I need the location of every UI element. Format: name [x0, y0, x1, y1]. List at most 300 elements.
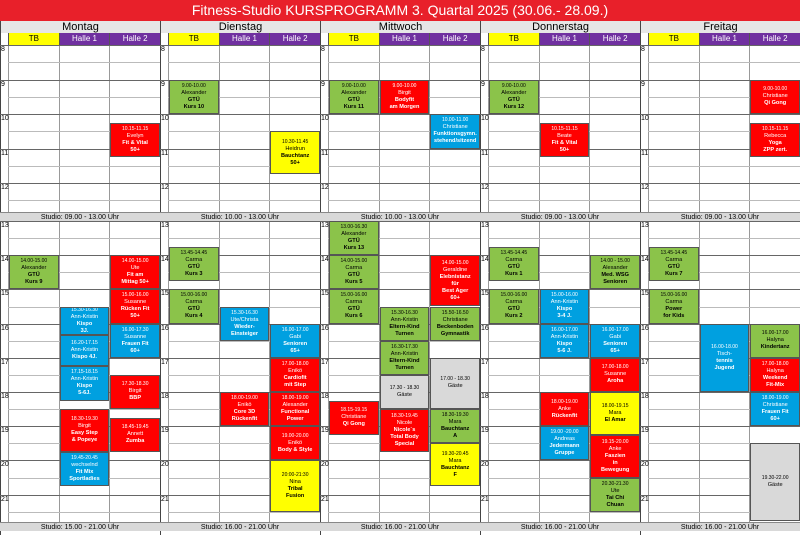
course-trainer: Gabi [609, 333, 622, 340]
hour-label: 14 [1, 256, 9, 264]
course-time: 17.15-18.15 [71, 369, 98, 376]
column-header-3-2: Halle 2 [589, 33, 640, 45]
course-block[interactable] [590, 358, 640, 392]
course-name: A [453, 433, 458, 440]
course-block[interactable] [540, 324, 590, 358]
course-time: 18.00-19.00 [281, 395, 309, 402]
course-time: 19.45-20.45 [71, 454, 98, 461]
hour-label: 20 [161, 461, 169, 469]
course-time: 16.00-17.00 [281, 326, 309, 333]
course-name: Bewegung [601, 466, 630, 473]
course-block[interactable] [110, 255, 160, 289]
course-trainer: Susanne [604, 371, 627, 378]
course-block[interactable] [430, 307, 480, 341]
hour-label: 21 [641, 495, 649, 503]
course-time: 9.00-10.00 [501, 82, 526, 89]
course-trainer: Carma [665, 256, 683, 263]
course-block[interactable] [329, 255, 379, 289]
half-hour-line [488, 166, 640, 167]
course-name: Eltern-Kind [389, 323, 420, 330]
half-hour-line [8, 166, 160, 167]
hour-line [320, 495, 480, 496]
course-trainer: Geraldine [443, 266, 468, 273]
course-name: Rückenfit [231, 416, 258, 423]
hour-label: 20 [481, 461, 489, 469]
hour-label: 15 [641, 290, 649, 298]
hour-label: 9 [321, 80, 325, 88]
hour-label: 9 [481, 80, 485, 88]
studio-hours-evening: Studio: 16.00 - 21.00 Uhr [320, 522, 480, 531]
half-hour-line [8, 512, 160, 513]
course-trainer: Alexander [21, 265, 47, 272]
course-trainer: Tisch- [716, 350, 732, 357]
course-name: Fit-Mix [766, 381, 785, 388]
course-name: Mittag 50+ [121, 279, 149, 286]
course-trainer: Birgit [398, 89, 411, 96]
course-time: 19.30-22.00 [761, 475, 789, 482]
course-name: Bauchtanz [441, 464, 470, 471]
hour-label: 12 [481, 184, 489, 191]
studio-hours-morning: Studio: 09.00 - 13.00 Uhr [480, 212, 640, 221]
course-name: Kurs 3 [185, 270, 203, 277]
course-time: 15.30-16.30 [391, 309, 418, 316]
course-block[interactable] [590, 324, 640, 358]
course-block[interactable] [329, 80, 379, 115]
hour-label: 11 [161, 149, 169, 157]
studio-hours-morning: Studio: 09.00 - 13.00 Uhr [640, 212, 800, 221]
course-trainer: Christiane [341, 414, 367, 421]
course-trainer: Alexander [602, 265, 628, 272]
course-block[interactable] [270, 460, 320, 511]
course-name: Fit am [126, 272, 144, 279]
course-trainer: Mara [608, 409, 622, 416]
course-block[interactable] [60, 307, 110, 335]
hour-label: 17 [161, 358, 169, 366]
course-block[interactable] [750, 324, 800, 358]
course-name: Weekend [762, 374, 788, 381]
course-block[interactable] [60, 409, 110, 452]
hour-label: 8 [641, 46, 645, 53]
course-time: 18.00-19.00 [231, 395, 258, 402]
course-block[interactable] [590, 435, 640, 478]
course-trainer: Carma [505, 256, 523, 263]
course-block[interactable] [169, 289, 219, 323]
day-divider [640, 21, 641, 535]
course-trainer: Ann-Kristin [70, 313, 99, 320]
course-block[interactable] [9, 255, 59, 289]
course-trainer: Carma [345, 265, 363, 272]
hour-label: 10 [641, 115, 649, 122]
course-name: GTÜ [347, 272, 360, 279]
course-time: 20:00-21:30 [281, 472, 309, 479]
hour-label: 10 [161, 115, 169, 122]
hour-label: 17 [641, 358, 649, 366]
studio-hours-morning: Studio: 09.00 - 13.00 Uhr [0, 212, 160, 221]
course-name: Qi Gong [342, 421, 365, 428]
course-name: 65+ [290, 347, 300, 354]
hour-label: 19 [161, 427, 169, 435]
course-time: 14.00-15.00 [121, 258, 149, 265]
hour-label: 14 [481, 256, 489, 264]
course-name: 3-4 J. [557, 313, 572, 320]
course-block[interactable] [110, 375, 160, 409]
day-divider [160, 21, 161, 535]
course-time: 16.00-17.00 [601, 326, 629, 333]
course-block[interactable] [540, 289, 590, 323]
course-trainer: Gäste [447, 383, 463, 390]
course-block[interactable] [270, 324, 320, 358]
course-time: 19.15-20.00 [601, 438, 629, 445]
hour-label: 13 [1, 222, 9, 229]
course-block[interactable] [270, 131, 320, 174]
column-header-1-0: TB [168, 33, 219, 45]
course-time: 18.15-19.15 [340, 407, 368, 414]
hour-label: 18 [481, 393, 489, 400]
course-block[interactable] [750, 358, 800, 392]
hour-label: 19 [321, 427, 329, 435]
course-block[interactable] [489, 247, 539, 281]
course-name: Rückenfit [551, 412, 578, 419]
course-trainer: Alexander [341, 231, 367, 238]
course-trainer: Annett [127, 431, 144, 438]
course-name: GTÜ [27, 272, 40, 279]
hour-label: 18 [161, 393, 169, 400]
course-block[interactable] [220, 392, 270, 426]
course-name: stehend/sitzend [434, 138, 477, 145]
course-name: Kispo [76, 383, 93, 390]
hour-label: 12 [641, 184, 649, 191]
course-name: Frauen Fit [761, 409, 789, 416]
course-trainer: Enikö [288, 439, 303, 446]
course-time: 14.00-15.00 [441, 259, 469, 266]
course-name: Senioren [283, 340, 308, 347]
course-block[interactable] [380, 375, 430, 409]
course-name: Sportladies [69, 475, 100, 482]
course-time: 13.00-16.30 [340, 224, 368, 231]
course-block[interactable] [110, 418, 160, 452]
course-name: Bauchtanz [441, 426, 470, 433]
course-trainer: Anke [608, 445, 622, 452]
course-block[interactable] [430, 255, 480, 306]
hour-line [160, 114, 320, 115]
course-time: 10.15-11.15 [551, 125, 578, 132]
course-block[interactable] [60, 366, 110, 400]
hour-label: 19 [641, 427, 649, 435]
course-block[interactable] [649, 247, 699, 281]
course-name: GTÜ [187, 306, 200, 313]
course-trainer: Birgit [128, 388, 142, 395]
course-time: 14.00-15.00 [340, 258, 368, 265]
studio-hours-morning: Studio: 10.00 - 13.00 Uhr [160, 212, 320, 221]
course-trainer: Enikö [237, 402, 252, 409]
course-trainer: Alexander [501, 89, 527, 96]
course-name: ZPP zert. [763, 146, 788, 153]
course-block[interactable] [430, 358, 480, 409]
hour-label: 9 [641, 80, 645, 88]
course-block[interactable] [590, 392, 640, 435]
column-header-0-0: TB [8, 33, 59, 45]
day-header-0: Montag [0, 21, 160, 33]
course-block[interactable] [270, 358, 320, 392]
course-name: 3J. [80, 327, 89, 334]
hour-label: 8 [1, 46, 5, 53]
course-block[interactable] [329, 221, 379, 255]
course-time: 19.00 -20.00 [550, 429, 579, 436]
course-name: Tribal [287, 486, 303, 493]
course-block[interactable] [270, 426, 320, 460]
hour-line [640, 183, 800, 184]
course-name: Kurs 11 [343, 103, 364, 110]
course-time: 17.30-18.30 [121, 381, 149, 388]
course-block[interactable] [169, 247, 219, 281]
course-block[interactable] [750, 80, 800, 115]
course-name: Nicole`s [393, 426, 416, 433]
course-trainer: Andreas [554, 436, 575, 443]
course-name: Senioren [603, 279, 628, 286]
course-block[interactable] [750, 392, 800, 426]
hour-label: 12 [1, 184, 9, 191]
hour-label: 8 [161, 46, 165, 53]
course-block[interactable] [750, 443, 800, 521]
course-trainer: Carma [505, 299, 523, 306]
studio-hours-evening: Studio: 16.00 - 21.00 Uhr [640, 522, 800, 531]
half-hour-line [648, 200, 800, 201]
hour-line [320, 183, 480, 184]
course-time: 16.20-17.15 [71, 340, 98, 347]
hour-label: 21 [321, 495, 329, 503]
course-block[interactable] [489, 289, 539, 323]
course-name: in [612, 459, 618, 466]
course-name: Frauen Fit [121, 340, 149, 347]
course-name: & Popeye [71, 437, 98, 444]
course-block[interactable] [590, 255, 640, 289]
hour-label: 19 [481, 427, 489, 435]
course-block[interactable] [220, 307, 270, 341]
course-name: F [453, 471, 457, 478]
course-name: Kurs 1 [505, 270, 523, 277]
course-time: 14.00 - 15.00 [600, 258, 630, 265]
course-block[interactable] [380, 80, 430, 115]
course-trainer: Ann-Kristin [550, 333, 579, 340]
hour-label: 18 [641, 393, 649, 400]
day-divider [320, 21, 321, 535]
column-divider [379, 45, 380, 525]
course-time: 19.00-20.00 [281, 432, 309, 439]
hour-line [640, 114, 800, 115]
day-header-4: Freitag [640, 21, 800, 33]
course-trainer: Birgit [78, 423, 91, 430]
half-hour-line [168, 200, 320, 201]
hour-label: 17 [1, 358, 9, 366]
column-header-4-0: TB [648, 33, 699, 45]
hour-label: 21 [481, 495, 489, 503]
hour-label: 8 [481, 46, 485, 53]
course-name: Einsteiger [230, 330, 258, 337]
hour-line [480, 45, 640, 46]
hour-label: 13 [481, 222, 489, 229]
course-trainer: Ute [130, 265, 140, 272]
course-name: Jedermann [549, 443, 580, 450]
course-trainer: Gabi [289, 333, 302, 340]
course-block[interactable] [110, 324, 160, 358]
course-time: 18.30-19.30 [441, 412, 469, 419]
hour-label: 19 [1, 427, 9, 435]
course-trainer: Ute [610, 487, 620, 494]
course-trainer: Carma [345, 299, 363, 306]
course-name: GTÜ [347, 306, 360, 313]
hour-label: 12 [161, 184, 169, 191]
course-trainer: Gäste [767, 482, 783, 489]
hour-label: 9 [1, 80, 5, 88]
course-name: Kindertanz [760, 344, 790, 351]
course-name: 50+ [290, 159, 300, 166]
course-name: Core 3D [233, 409, 256, 416]
course-name: tennis [716, 357, 733, 364]
hour-label: 14 [161, 256, 169, 264]
course-trainer: Nina [289, 479, 301, 486]
course-block[interactable] [60, 452, 110, 486]
course-time: 15.00-16.00 [180, 292, 208, 299]
course-name: Kurs 5 [345, 279, 363, 286]
column-header-2-1: Halle 1 [379, 33, 430, 45]
hour-line [480, 114, 640, 115]
course-block[interactable] [590, 478, 640, 512]
column-header-2-2: Halle 2 [429, 33, 480, 45]
course-time: 16.30-17.30 [391, 343, 418, 350]
half-hour-line [168, 62, 320, 63]
course-name: 60+ [450, 294, 460, 301]
studio-hours-morning: Studio: 10.00 - 13.00 Uhr [320, 212, 480, 221]
course-block[interactable] [380, 341, 430, 375]
course-name: Funktionsgymn. [433, 131, 477, 138]
course-block[interactable] [649, 289, 699, 323]
course-name: für [451, 280, 459, 287]
course-trainer: Christiane [762, 402, 788, 409]
column-header-1-2: Halle 2 [269, 33, 320, 45]
course-time: 17.30 - 18.30 [389, 384, 420, 391]
hour-line [320, 45, 480, 46]
column-divider [699, 45, 700, 525]
course-time: 18.00-19.15 [601, 402, 629, 409]
course-time: 9.00-10.00 [392, 82, 417, 89]
course-name: Kispo 4J. [72, 354, 97, 361]
course-name: Med. WSG [601, 272, 629, 279]
course-block[interactable] [540, 123, 590, 158]
course-name: 50+ [130, 146, 140, 153]
course-name: GTÜ [507, 96, 520, 103]
course-trainer: Anke [558, 405, 571, 412]
course-block[interactable] [380, 409, 430, 452]
course-block[interactable] [430, 409, 480, 443]
course-trainer: Nicole [396, 419, 413, 426]
course-name: 60+ [130, 347, 140, 354]
course-time: 18.45-19.45 [121, 424, 149, 431]
course-block[interactable] [329, 401, 379, 435]
course-block[interactable] [380, 307, 430, 341]
course-name: GTÜ [507, 263, 520, 270]
course-block[interactable] [270, 392, 320, 426]
course-block[interactable] [169, 80, 219, 115]
hour-label: 20 [1, 461, 9, 469]
course-block[interactable] [540, 426, 590, 460]
hour-label: 8 [321, 46, 325, 53]
course-trainer: Enikö [288, 367, 303, 374]
course-time: 9.00-10.00 [341, 82, 366, 89]
course-trainer: Susanne [124, 333, 147, 340]
course-name: 50+ [130, 313, 140, 320]
column-header-3-0: TB [488, 33, 539, 45]
course-time: 17.00-18.00 [281, 360, 309, 367]
course-trainer: Christiane [762, 93, 788, 100]
hour-label: 16 [641, 324, 649, 332]
course-name: Kurs 10 [183, 103, 205, 110]
course-name: Rücken Fit [120, 306, 150, 313]
course-time: 13.45-14.45 [180, 249, 208, 256]
course-name: Fit & Vital [551, 139, 578, 146]
course-time: 15.00-16.00 [121, 292, 149, 299]
course-name: GTÜ [507, 306, 520, 313]
half-hour-line [488, 512, 640, 513]
course-name: Total Body [390, 433, 419, 440]
course-time: 13.45-14.45 [500, 249, 528, 256]
course-name: Kurs 6 [345, 313, 363, 320]
hour-label: 16 [321, 324, 329, 332]
half-hour-line [168, 512, 320, 513]
course-block[interactable] [110, 289, 160, 323]
hour-label: 15 [481, 290, 489, 298]
course-time: 18.30-19.45 [391, 412, 418, 419]
course-trainer: Halyna [766, 367, 784, 374]
hour-label: 14 [321, 256, 329, 264]
course-time: 20.30-21.30 [601, 480, 629, 487]
course-time: 18.30-19.30 [71, 416, 98, 423]
course-block[interactable] [110, 123, 160, 158]
course-name: Fit Mix [75, 468, 94, 475]
course-trainer: Ann-Kristin [390, 350, 419, 357]
day-header-3: Donnerstag [480, 21, 640, 33]
course-block[interactable] [430, 443, 480, 486]
hour-label: 17 [481, 358, 489, 366]
half-hour-line [488, 238, 640, 239]
course-block[interactable] [540, 392, 590, 426]
course-name: Bauchtanz [281, 152, 310, 159]
hour-line [480, 183, 640, 184]
course-time: 10.30-11.45 [281, 138, 309, 145]
course-name: Body & Style [277, 446, 313, 453]
hour-label: 11 [481, 149, 489, 157]
course-name: am Morgen [389, 103, 420, 110]
course-block[interactable] [700, 324, 750, 392]
course-block[interactable] [329, 289, 379, 323]
hour-label: 13 [161, 222, 169, 229]
course-block[interactable] [750, 123, 800, 158]
hour-label: 11 [321, 149, 329, 157]
course-name: Kurs 2 [505, 313, 523, 320]
course-block[interactable] [60, 335, 110, 366]
course-name: Kurs 12 [503, 103, 525, 110]
hour-label: 21 [161, 495, 169, 503]
course-name: Qi Gong [764, 100, 787, 107]
hour-label: 13 [321, 222, 329, 229]
course-block[interactable] [430, 114, 480, 149]
course-time: 15.00-16.00 [500, 292, 528, 299]
course-name: Cardiofit [283, 374, 307, 381]
column-header-1-1: Halle 1 [219, 33, 270, 45]
course-block[interactable] [489, 80, 539, 115]
course-name: Yoga [768, 139, 782, 146]
half-hour-line [648, 238, 800, 239]
column-header-0-1: Halle 1 [59, 33, 110, 45]
